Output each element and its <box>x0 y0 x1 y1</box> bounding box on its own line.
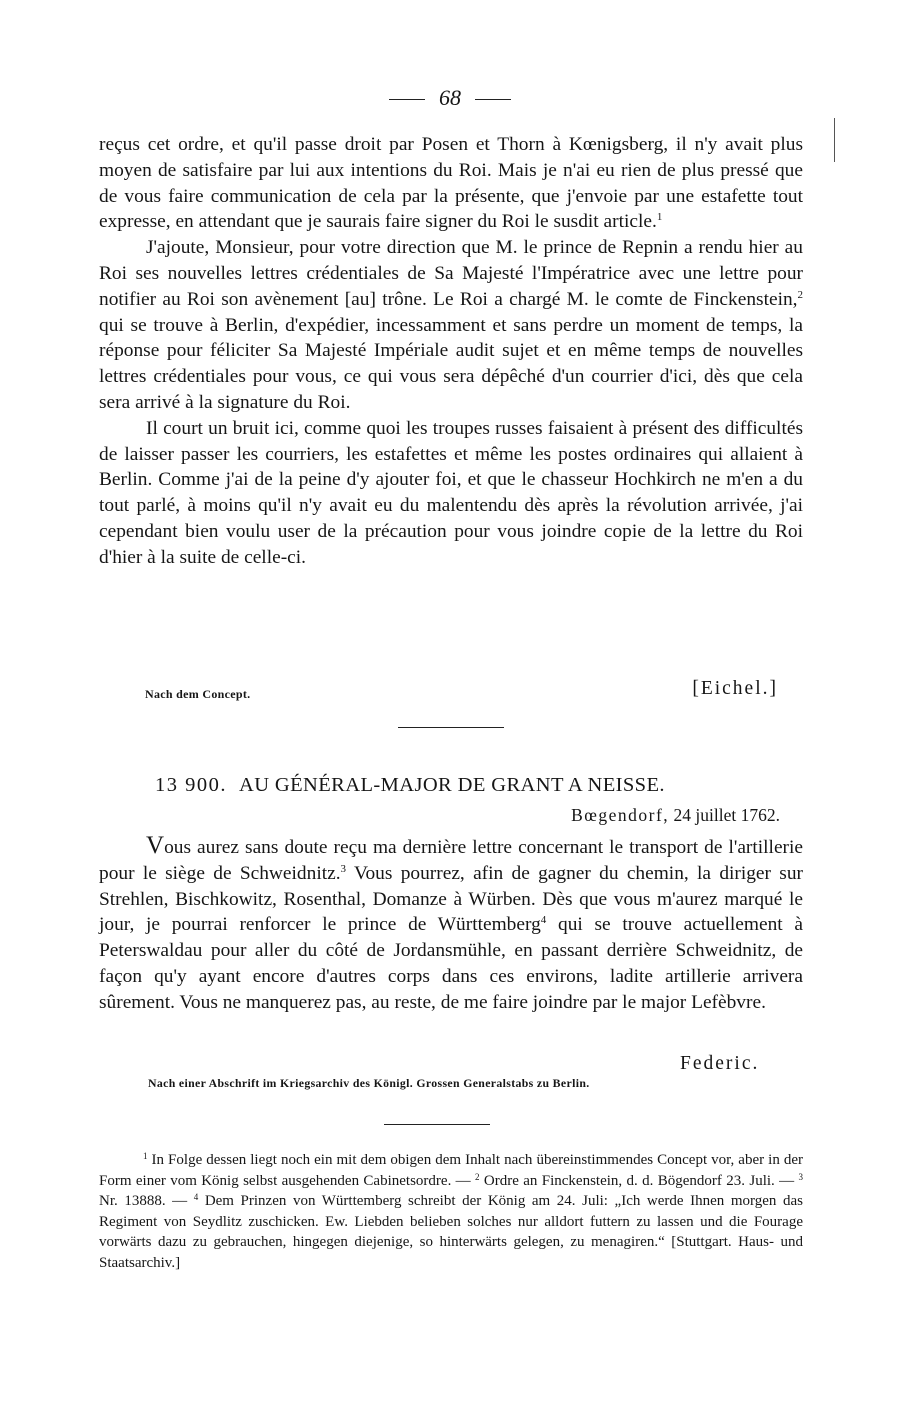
footnote-ref: 3 <box>340 862 347 875</box>
signature: [Eichel.] <box>692 678 778 699</box>
footnote-marker: 3 <box>798 1171 803 1182</box>
footnote-text: Dem Prinzen von Württemberg schreibt der König am 24. Juli: „Ich werde Ihnen morgen das Regiment von Seydlitz zuschicken. Ew. Liebden belieben solches nur alldort futtern zu lassen und die Fourage vorwärts dazu zu gebrauchen, hingegen diejenige, so hinterwärts gelegen, zu menagiren.“ [Stuttgart. Haus- und Staatsarchiv.] <box>99 1193 803 1271</box>
header-dash-left <box>389 99 425 100</box>
letter-continuation <box>99 132 803 571</box>
dateline <box>571 805 780 826</box>
paragraph <box>99 416 803 571</box>
footnote-ref: 2 <box>797 288 803 301</box>
paragraph-text: Il court un bruit ici, comme quoi les troupes russes faisaient à présent des difficultés de laisser passer les courriers, les estafettes et même les postes ordinaires qui allaient à Berlin. Comme j'ai de la peine d'y ajouter foi, et que le chasseur Hochkirch ne m'en a du tout parlé, à moins qu'il n'y avait eu du malentendu dès après la révolution arrivée, j'ai cependant bien voulu user de la précaution pour vous joindre copie de la lettre du Roi d'hier à la suite de celle-ci. <box>99 417 803 568</box>
margin-mark <box>834 118 835 162</box>
footnote-text: Ordre an Finckenstein, d. d. Bögendorf 23. Juli. — <box>483 1172 795 1189</box>
footnotes <box>99 1150 803 1274</box>
footnote-marker: 1 <box>143 1151 148 1161</box>
letter-closing <box>99 676 803 706</box>
paragraph-text: reçus cet ordre, et qu'il passe droit par Posen et Thorn à Kœnigsberg, il n'y avait plus moyen de satisfaire par lui aux intentions du Roi. Mais je n'ai eu rien de plus pressé que de vous faire communication de cela par la présente, que j'envoie par une estafette tout expresse, en attendant que je saurais faire signer du Roi le susdit article. <box>99 134 803 233</box>
paragraph <box>99 235 803 416</box>
header-dash-right <box>475 99 511 100</box>
initial-letter: V <box>146 832 165 859</box>
footnote-text: In Folge dessen liegt noch ein mit dem obigen dem Inhalt nach übereinstimmendes Concept vor, aber in der Form einer vom König selbst ausgehenden Cabinetsordre. — <box>99 1152 803 1189</box>
footnote-text: — <box>172 1193 188 1210</box>
paragraph <box>99 833 803 1016</box>
footnote-text: Nr. 13888. <box>99 1193 166 1210</box>
paragraph <box>99 132 803 235</box>
letter-title: AU GÉNÉRAL-MAJOR DE GRANT A NEISSE. <box>239 774 665 796</box>
footnote <box>99 1150 803 1274</box>
paragraph-text: qui se trouve à Berlin, d'expédier, incessamment et sans perdre un moment de temps, la réponse pour féliciter Sa Majesté Impériale audit sujet et en même temps de nouvelles lettres crédentiales pour vous, ce qui vous sera dépêché d'un courrier d'ici, dès que cela sera arrivé à la signature du Roi. <box>99 314 803 413</box>
paragraph-text: Vous pourrez, afin de gagner du chemin, la diriger sur Strehlen, Bischkowitz, Rosenthal, Domanze à Würben. Dès que vous m'aurez marqué le jour, je pourrai renforcer le prince de Württemberg <box>99 862 803 936</box>
dateline-date: 24 juillet 1762. <box>673 805 780 825</box>
paragraph-text: J'ajoute, Monsieur, pour votre direction que M. le prince de Repnin a rendu hier au Roi ses nouvelles lettres crédentiales de Sa Majesté l'Impératrice avec une lettre pour notifier au Roi son avènement [au] trône. Le Roi a chargé M. le comte de Finckenstein, <box>99 237 803 310</box>
page-number: 68 <box>439 85 461 110</box>
letter-heading <box>155 772 665 798</box>
footnote-marker: 2 <box>475 1171 480 1182</box>
paragraph-text: qui se trouve actuellement à Peterswaldau pour aller du côté de Jordansmühle, en passant derrière Schweidnitz, de façon qu'y ayant encore d'autres corps dans ces environs, ladite artillerie arrivera sûrement. Vous ne manquerez pas, au reste, de me faire joindre par le major Lefèbvre. <box>99 914 803 1013</box>
page-header <box>0 84 900 112</box>
footnote-ref: 4 <box>540 914 547 927</box>
paragraph-text: ous aurez sans doute reçu ma dernière lettre concernant le transport de l'artillerie pour le siège de Schweidnitz. <box>99 837 803 884</box>
footnote-ref: 1 <box>656 211 663 224</box>
source-note: Nach einer Abschrift im Kriegsarchiv des Königl. Grossen Generalstabs zu Berlin. <box>148 1076 590 1090</box>
footnote-marker: 4 <box>193 1192 199 1203</box>
source-note: Nach dem Concept. <box>145 687 251 701</box>
letter-number: 13 900. <box>155 774 227 796</box>
section-divider <box>398 727 504 728</box>
dateline-place: Bœgendorf, <box>571 805 670 825</box>
footnote-divider <box>384 1124 490 1125</box>
letter-body <box>99 833 803 1016</box>
signature: Federic. <box>680 1053 760 1074</box>
